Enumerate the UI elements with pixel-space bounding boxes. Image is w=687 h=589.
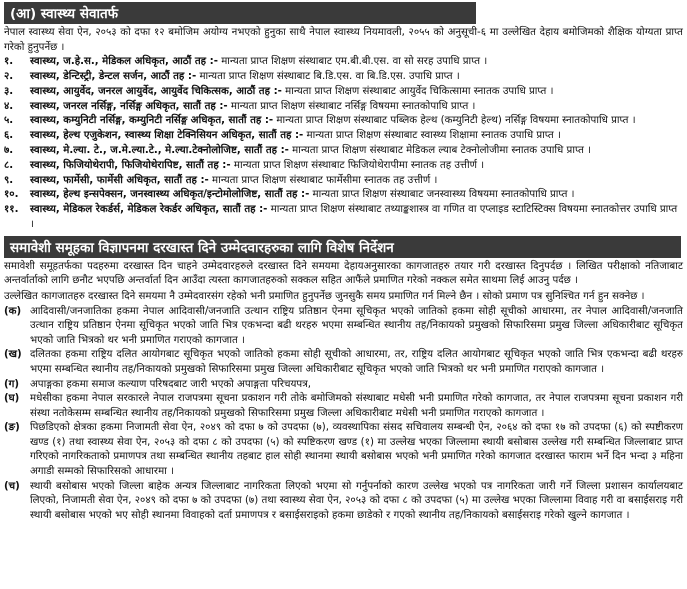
item-number: ८. bbox=[4, 159, 14, 171]
requirement: मान्यता प्राप्त शिक्षण संस्थाबाट फार्मेसीमा स्नातक तह उत्तीर्ण । bbox=[208, 174, 438, 186]
qualification-item bbox=[4, 174, 683, 189]
document-requirements-list bbox=[4, 305, 683, 524]
qualification-item bbox=[4, 159, 683, 174]
item-text: अपाङ्गका हकमा समाज कल्याण परिषदबाट जारी भएको अपाङ्गता परिचयपत्र, bbox=[30, 378, 312, 390]
qualification-item bbox=[4, 144, 683, 159]
post-title: स्वास्थ्य, ज.हे.स., मेडिकल अधिकृत, आठौं तह :- bbox=[30, 56, 218, 68]
requirement: मान्यता प्राप्त शिक्षण संस्थाबाट जनस्वास्थ्य विषयमा स्नातकोपाधि प्राप्त । bbox=[309, 189, 575, 201]
qualification-item bbox=[4, 85, 683, 100]
item-text: मधेसीका हकमा नेपाल सरकारले नेपाल राजपत्रमा सूचना प्रकाशन गरी तोके बमोजिमको संस्थाबाट मधेसी भनी प्रमाणित गरेको कागजात, तर नेपाल राजपत्रमा सूचना प्रकाशन गरी संस्था नतोकेसम्म सम्बन्धित स्थानीय तह/निकायको प्रमुखको सिफारिसमा प्रमुख जिल्ला अधिकारीबाट मधेसी भनी प्रमाणित गराएको कागजात । bbox=[30, 393, 683, 419]
post-title: स्वास्थ्य, फार्मेसी, फार्मेसी अधिकृत, सातौं तह :- bbox=[30, 174, 209, 186]
item-number: ६. bbox=[4, 130, 14, 142]
requirement-item bbox=[4, 421, 683, 479]
item-number: ११. bbox=[4, 204, 19, 216]
requirement: मान्यता प्राप्त शिक्षण संस्थाबाट एम.बी.बी.एस. वा सो सरह उपाधि प्राप्त । bbox=[217, 56, 488, 68]
item-number: ३. bbox=[4, 85, 14, 97]
post-title: स्वास्थ्य, कम्युनिटी नर्सिङ्ग, कम्युनिटी नर्सिङ्ग अधिकृत, सातौं तह :- bbox=[30, 115, 274, 127]
requirement: मान्यता प्राप्त शिक्षण संस्थाबाट स्वास्थ्य शिक्षामा स्नातक उपाधि प्राप्त । bbox=[303, 130, 561, 142]
item-label: (च) bbox=[4, 480, 20, 492]
item-number: १०. bbox=[4, 189, 19, 201]
post-title: स्वास्थ्य, फिजियोथेरापी, फिजियोथेरापिष्ट, सातौं तह :- bbox=[30, 159, 231, 171]
post-title: स्वास्थ्य, आयुर्वेद, जनरल आयुर्वेद, आयुर्वेद चिकित्सक, आठौं तह :- bbox=[30, 85, 282, 97]
qualification-item bbox=[4, 188, 683, 203]
requirement-item bbox=[4, 392, 683, 421]
item-text: दलितका हकमा राष्ट्रिय दलित आयोगबाट सूचिकृत भएको जातिको हकमा सोही सूचीको आधारमा, तर, राष्ट्रिय दलित आयोगबाट सूचिकृत भएको जाति भित्र एकभन्दा बढी थरहरु भएमा सम्बन्धित स्थानीय तह/निकायको प्रमुखको सिफारिसमा प्रमुख जिल्ला अधिकारीबाट सूचिकृत भएको जाति भित्रको थर भनी प्रमाणित गराएको कागजात । bbox=[30, 349, 683, 375]
requirement: मान्यता प्राप्त शिक्षण संस्थाबाट पब्लिक हेल्थ (कम्युनिटी हेल्थ) नर्सिङ्ग विषयमा स्नातकोपाधि प्राप्त । bbox=[273, 115, 636, 127]
item-text: स्थायी बसोबास भएको जिल्ला बाहेक अन्यत्र जिल्लाबाट नागरिकता लिएको भएमा सो गर्नुपर्नाको कारण उल्लेख भएको पत्र नागरिकता जारी गर्ने जिल्ला प्रशासन कार्यालयबाट लिएको, निजामती सेवा ऐन, २०४९ को दफा ७ को उपदफा (७) तथा स्वास्थ्य सेवा ऐन, २०५३ को दफा ८ को उपदफा (५) मा उल्लेख भएका जिल्लामा विवाह गरी वा बसाईसराइ गरी स्थायी बसोबास भएको भए सोही स्थानमा विवाहको दर्ता प्रमाणपत्र र बसाईसराइको हकमा छाडेको र गएको स्थानीय तह/निकायको बसाईसराइ गरेको खुल्ने कागजात । bbox=[30, 480, 683, 521]
item-text: आदिवासी/जनजातिका हकमा नेपाल आदिवासी/जनजाति उत्थान राष्ट्रिय प्रतिष्ठान ऐनमा सूचिकृत भएको जातिको हकमा सोही सूचीको आधारमा, तर नेपाल आदिवासी/जनजाति उत्थान राष्ट्रिय प्रतिष्ठान ऐनमा सूचिकृत भएको जाति भित्र एकभन्दा बढी थरहरु भएमा सम्बन्धित स्थानीय तह/निकायको प्रमुखको सिफारिसमा प्रमुख जिल्ला अधिकारीबाट सूचिकृत भएको जाति भित्रको थर भनी प्रमाणित गराएको कागजात । bbox=[30, 305, 683, 346]
qualification-item bbox=[4, 114, 683, 129]
requirement-item bbox=[4, 348, 683, 377]
item-label: (घ) bbox=[4, 393, 20, 405]
qualification-item bbox=[4, 70, 683, 85]
qualification-list bbox=[4, 55, 683, 233]
item-number: २. bbox=[4, 70, 14, 82]
item-number: ७. bbox=[4, 144, 14, 156]
item-number: ९. bbox=[4, 174, 14, 186]
item-label: (ङ) bbox=[4, 422, 20, 434]
inclusive-instructions-heading: समावेशी समूहका विज्ञापनमा दरखास्त दिने उम्मेदवारहरुका लागि विशेष निर्देशन bbox=[4, 236, 681, 258]
item-label: (क) bbox=[4, 305, 22, 317]
item-number: ५. bbox=[4, 115, 14, 127]
qualification-item bbox=[4, 100, 683, 115]
requirement: मान्यता प्राप्त शिक्षण संस्थाबाट मेडिकल ल्याब टेक्नोलोजीमा स्नातक उपाधि प्राप्त । bbox=[288, 144, 591, 156]
post-title: स्वास्थ्य, हेल्थ इन्सपेक्सन, जनस्वास्थ्य अधिकृत/इन्टोमोलोजिष्ट, सातौं तह :- bbox=[30, 189, 310, 201]
post-title: स्वास्थ्य, हेल्थ एजुकेशन, स्वास्थ्य शिक्षा टेक्निसियन अधिकृत, सातौं तह :- bbox=[30, 130, 304, 142]
requirement: मान्यता प्राप्त शिक्षण संस्थाबाट तथ्याङ्कशास्त्र वा गणित वा एप्लाइड स्टाटिस्टिक्स विषयमा स्नातकोत्तर उपाधि प्राप्त । bbox=[30, 204, 678, 230]
requirement: मान्यता प्राप्त शिक्षण संस्थाबाट बि.डि.एस. वा बि.डि.एस. उपाधि प्राप्त । bbox=[196, 70, 460, 82]
health-service-intro: नेपाल स्वास्थ्य सेवा ऐन, २०५३ को दफा १२ बमोजिम अयोग्य नभएको हुनुका साथै नेपाल स्वास्थ्य नियमावली, २०५५ को अनुसूची-६ मा उल्लेखित देहाय बमोजिमको शैक्षिक योग्यता प्राप्त गरेको हुनुपर्नेछ । bbox=[4, 27, 683, 53]
post-title: स्वास्थ्य, मेडिकल रेकर्डर्स, मेडिकल रेकर्डर अधिकृत, सातौं तह :- bbox=[30, 204, 268, 216]
requirement-item bbox=[4, 305, 683, 349]
requirement-item bbox=[4, 378, 683, 393]
requirement: मान्यता प्राप्त शिक्षण संस्थाबाट फिजियोथेरापीमा स्नातक तह उत्तीर्ण । bbox=[230, 159, 485, 171]
item-label: (ग) bbox=[4, 378, 20, 390]
requirement: मान्यता प्राप्त शिक्षण संस्थाबाट नर्सिङ्ग विषयमा स्नातकोपाधि प्राप्त । bbox=[227, 100, 476, 112]
inclusive-intro: समावेशी समूहतर्फका पदहरुमा दरखास्त दिन चाहने उम्मेदवारहरुले दरखास्त दिने समयमा देहायअनुसारका कागजातहरु तयार गरी दरखास्त दिनुपर्दछ । लिखित परीक्षाको नतिजाबाट अन्तर्वार्ताको लागि छनौट भएपछि अन्तर्वार्ता दिन आउँदा त्यस्ता कागजातहरुको सक्कल सहित आफैंले प्रमाणित गरेको नक्कल समेत साथमा लिई आउनु पर्दछ । bbox=[4, 260, 683, 287]
post-title: स्वास्थ्य, जनरल नर्सिङ्ग, नर्सिङ्ग अधिकृत, सातौं तह :- bbox=[30, 100, 228, 112]
qualification-item bbox=[4, 203, 683, 233]
post-title: स्वास्थ्य, डेन्टिस्ट्री, डेन्टल सर्जन, आठौं तह :- bbox=[30, 70, 197, 82]
item-label: (ख) bbox=[4, 349, 22, 361]
item-text: पिछडिएको क्षेत्रका हकमा निजामती सेवा ऐन, २०४९ को दफा ७ को उपदफा (७), व्यवस्थापिका संसद सचिवालय सम्बन्धी ऐन, २०६४ को दफा १७ को उपदफा (६) को स्पष्टीकरण खण्ड (१) तथा स्वास्थ्य सेवा ऐन, २०५३ को दफा ८ को उपदफा (५) को स्पष्टिकरण खण्ड (१) मा उल्लेख भएका जिल्लामा स्थायी बसोबास उल्लेख गरी सम्बन्धित जिल्लाबाट प्राप्त गरिएको नागरिकताको प्रमाणपत्र तथा सम्बन्धित स्थानीय तहबाट हाल सोही स्थानमा स्थायी बसोबास भएको भनी प्रमाणित गरेको कागजात दरखास्त फाराम भर्ने दिन भन्दा ३ महिना अगाडी सम्मको सिफारिसको आधारमा । bbox=[30, 422, 683, 478]
requirement: मान्यता प्राप्त शिक्षण संस्थाबाट आयुर्वेद चिकित्सामा स्नातक उपाधि प्राप्त । bbox=[281, 85, 554, 97]
item-number: १. bbox=[4, 56, 14, 68]
qualification-item bbox=[4, 55, 683, 70]
inclusive-note: उल्लेखित कागजातहरु दरखास्त दिने समयमा नै उम्मेदवारसंग रहेको भनी प्रमाणित हुनुपर्नेछ जुनसुकै समय प्रमाणित गर्न मिल्ने छैन । सोको प्रमाण पत्र सुनिश्चित गर्न हुन सक्नेछ । bbox=[4, 290, 645, 302]
requirement-item bbox=[4, 480, 683, 524]
item-number: ४. bbox=[4, 100, 14, 112]
health-service-heading: (आ) स्वास्थ्य सेवातर्फ bbox=[4, 2, 476, 24]
post-title: स्वास्थ्य, मे.ल्या. टे., ज.मे.ल्या.टे., मे.ल्या.टेक्नोलोजिष्ट, सातौं तह :- bbox=[30, 144, 289, 156]
qualification-item bbox=[4, 129, 683, 144]
